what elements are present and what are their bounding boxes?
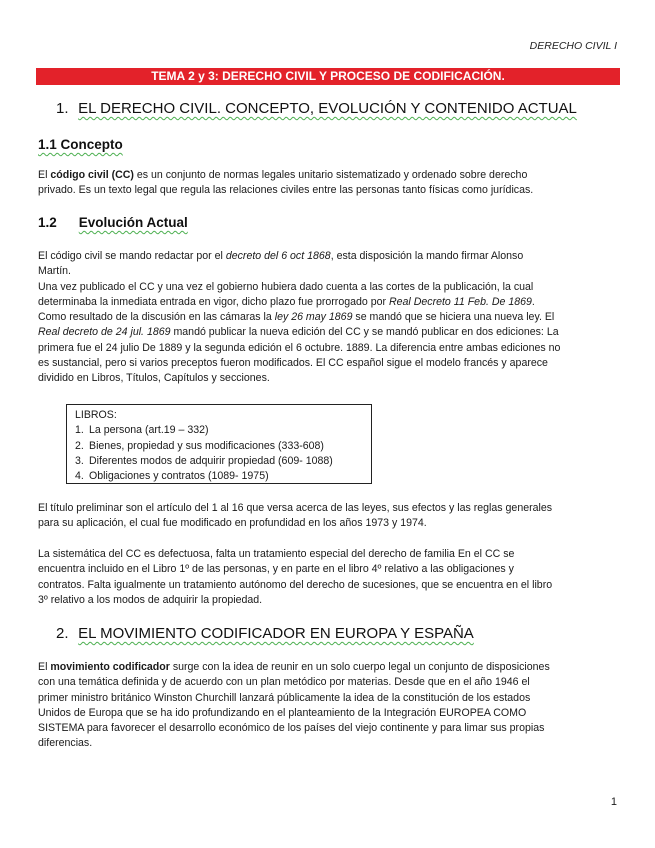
libro-item — [75, 423, 363, 438]
text-line: dividido en Libros, Títulos, Capítulos y secciones. — [38, 372, 270, 385]
text-run: es un conjunto de normas legales unitario sistematizado y ordenado sobre derecho — [133, 169, 528, 181]
libro-text: Obligaciones y contratos (1089- 1975) — [89, 470, 269, 483]
section-1-heading — [56, 100, 577, 117]
bold-term: código civil (CC) — [50, 169, 134, 181]
text-run: El código civil se mando redactar por el — [38, 250, 226, 262]
text-line — [38, 310, 620, 325]
text-line — [38, 660, 620, 675]
text-run: surge con la idea de reunir en un solo cuerpo legal un conjunto de disposiciones — [169, 661, 550, 673]
evolucion-paragraph — [38, 249, 620, 387]
topic-banner: TEMA 2 y 3: DERECHO CIVIL Y PROCESO DE CODIFICACIÓN. — [36, 68, 620, 85]
text-line: para su aplicación, el cual fue modificado en profundidad en los años 1973 y 1974. — [38, 517, 427, 530]
section-2-heading — [56, 625, 474, 642]
text-run: , esta disposición la mando firmar Alonso — [330, 250, 524, 262]
italic-reference: decreto del 6 oct 1868 — [225, 250, 331, 262]
libro-item — [75, 469, 363, 484]
text-line: Una vez publicado el CC y una vez el gobierno hubiera dado cuenta a las cortes de la publicación, la cual — [38, 280, 534, 293]
text-run: El — [38, 169, 51, 181]
text-run: determinaba la inmediata entrada en vigor, dicho plazo fue prorrogado por — [38, 295, 389, 308]
text-line — [38, 295, 620, 310]
text-run: . — [531, 295, 535, 308]
text-line — [38, 168, 620, 183]
text-line: primer ministro británico Winston Churchill lanzará públicamente la idea de la constitución de los estados — [38, 691, 531, 704]
libros-heading: LIBROS: — [75, 409, 117, 421]
text-line: diferencias. — [38, 737, 93, 750]
italic-reference: Real decreto de 24 jul. 1869 — [38, 326, 171, 339]
libro-number: 1. — [75, 424, 84, 437]
text-line: Unidos de Europa que se ha ido profundizando en el planteamiento de la Integración EUROPEA COMO — [38, 706, 527, 719]
text-line: contratos. Falta igualmente un tratamiento autónomo del derecho de sucesiones, que se encuentra en el libro — [38, 578, 553, 591]
subsection-1-2-number: 1.2 — [38, 215, 57, 230]
titulo-preliminar-paragraph — [38, 501, 620, 532]
text-line: privado. Es un texto legal que regula las relaciones civiles entre las personas tanto físicas como jurídicas. — [38, 184, 534, 197]
running-header: DERECHO CIVIL I — [529, 40, 617, 52]
libro-text: Bienes, propiedad y sus modificaciones (333-608) — [89, 439, 324, 452]
subsection-1-2-heading — [38, 215, 188, 230]
subsection-1-1-heading — [38, 137, 123, 152]
libro-number: 4. — [75, 470, 84, 483]
concepto-paragraph — [38, 168, 620, 199]
text-line — [38, 325, 620, 340]
libro-item — [75, 454, 363, 469]
libros-box — [66, 404, 372, 484]
text-run: mandó publicar la nueva edición del CC y se mandó publicar en dos ediciones: La — [170, 326, 559, 339]
subsection-1-1-title: 1.1 Concepto — [38, 137, 123, 152]
text-line: encuentra incluido en el Libro 1º de las personas, y en parte en el libro 4º relativo a las obligaciones y — [38, 563, 514, 576]
libro-number: 3. — [75, 454, 84, 467]
subsection-1-2-title: Evolución Actual — [78, 215, 188, 230]
sistematica-paragraph — [38, 547, 620, 608]
text-line: 3º relativo a los modos de adquirir la propiedad. — [38, 593, 263, 606]
text-line: Martín. — [38, 265, 71, 278]
text-run: Como resultado de la discusión en las cámaras la — [38, 311, 275, 324]
text-line: con una temática definida y de acuerdo con un plan metódico por materias. Desde que en el año 1946 el — [38, 676, 530, 689]
text-line: El título preliminar son el artículo del 1 al 16 que versa acerca de las leyes, sus efectos y las reglas generales — [38, 502, 553, 514]
italic-reference: Real Decreto 11 Feb. De 1869 — [389, 295, 532, 308]
text-run: se mandó que se hiciera una nueva ley. El — [352, 311, 555, 324]
section-1-number: 1. — [56, 100, 69, 117]
libro-text: Diferentes modos de adquirir propiedad (609- 1088) — [89, 454, 333, 467]
text-line: SISTEMA para favorecer el desarrollo económico de los países del viejo continente y para limar sus propias — [38, 722, 545, 735]
libro-item — [75, 439, 363, 454]
libro-number: 2. — [75, 439, 84, 452]
text-run: El — [38, 661, 51, 673]
bold-term: movimiento codificador — [50, 661, 170, 673]
libro-text: La persona (art.19 – 332) — [89, 424, 209, 437]
section-2-number: 2. — [56, 625, 69, 642]
movimiento-paragraph — [38, 660, 620, 752]
page-number: 1 — [610, 796, 617, 808]
section-1-title: EL DERECHO CIVIL. CONCEPTO, EVOLUCIÓN Y CONTENIDO ACTUAL — [78, 100, 577, 117]
text-line: La sistemática del CC es defectuosa, falta un tratamiento especial del derecho de familia En el CC se — [38, 548, 515, 560]
italic-reference: ley 26 may 1869 — [274, 311, 353, 324]
text-line — [38, 249, 620, 264]
text-line: es sustancial, pero si varios preceptos fueron modificados. El CC español sigue el modelo francés y aparece — [38, 357, 548, 370]
section-2-title: EL MOVIMIENTO CODIFICADOR EN EUROPA Y ESPAÑA — [78, 625, 474, 642]
text-line: primera fue el 24 julio De 1889 y la segunda edición el 6 octubre. 1889. La diferencia entre ambas ediciones no — [38, 341, 561, 354]
